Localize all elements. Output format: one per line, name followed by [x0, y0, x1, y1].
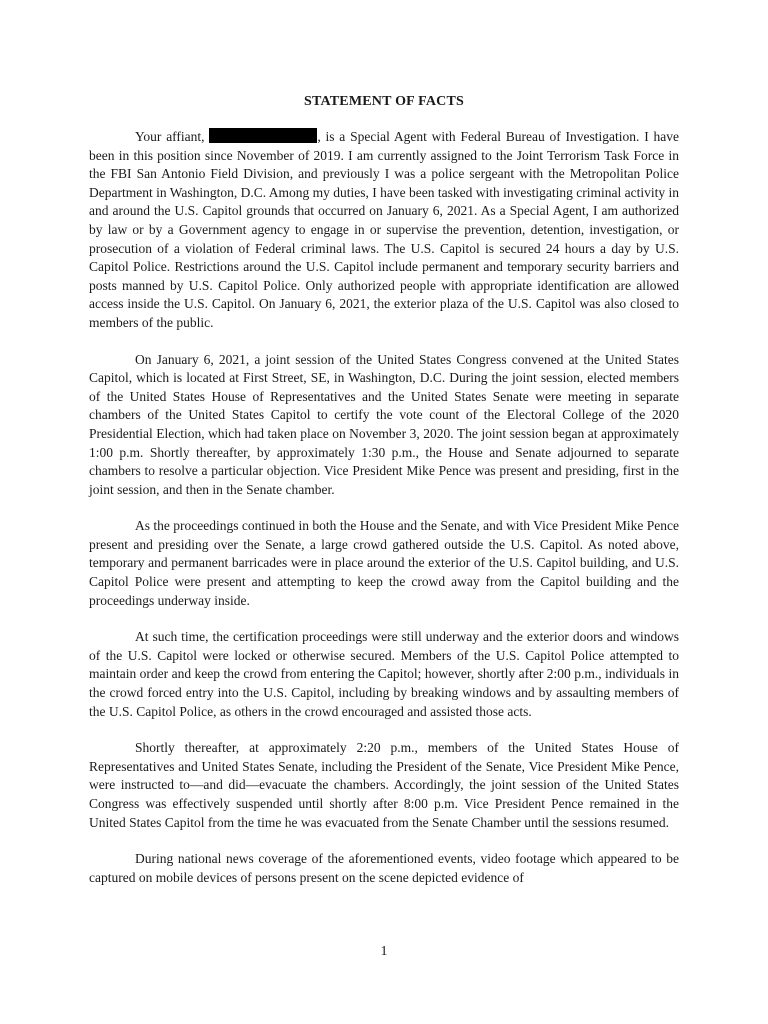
- paragraph-news-coverage: During national news coverage of the aforementioned events, video footage which appeared to be captured on mobile devices of persons present on the scene depicted evidence of: [89, 851, 679, 885]
- paragraph-affiant: [89, 128, 679, 333]
- document-title: STATEMENT OF FACTS: [304, 94, 464, 109]
- paragraph-forced-entry: At such time, the certification proceedings were still underway and the exterior doors and windows of the U.S. Capitol were locked or otherwise secured. Members of the U.S. Capitol Police attempted to maintain order and keep the crowd from entering the Capitol; however, shortly after 2:00 p.m., individuals in the crowd forced entry into the U.S. Capitol, including by breaking windows and by assaulting members of the U.S. Capitol Police, as others in the crowd encouraged and assisted those acts.: [89, 629, 679, 719]
- redacted-name-block: [209, 128, 317, 143]
- paragraph-evacuation: Shortly thereafter, at approximately 2:20 p.m., members of the United States House of Representatives and United States Senate, including the President of the Senate, Vice President Mike Pence, were instructed to—and did—evacuate the chambers. Accordingly, the joint session of the United States Congress was effectively suspended until shortly after 8:00 p.m. Vice President Pence remained in the United States Capitol from the time he was evacuated from the Senate Chamber until the sessions resumed.: [89, 740, 679, 830]
- paragraph-affiant-text: , is a Special Agent with Federal Bureau of Investigation. I have been in this position since November of 2019. I am currently assigned to the Joint Terrorism Task Force in the FBI San Antonio Field Division, and previously I was a police sergeant with the Metropolitan Police Department in Washington, D.C. Among my duties, I have been tasked with investigating criminal activity in and around the U.S. Capitol grounds that occurred on January 6, 2021. As a Special Agent, I am authorized by law or by a Government agency to engage in or supervise the prevention, detention, investigation, or prosecution of a violation of Federal criminal laws. The U.S. Capitol is secured 24 hours a day by U.S. Capitol Police. Restrictions around the U.S. Capitol include permanent and temporary security barriers and posts manned by U.S. Capitol Police. Only authorized people with appropriate identification are allowed access inside the U.S. Capitol. On January 6, 2021, the exterior plaza of the U.S. Capitol was also closed to members of the public.: [89, 129, 679, 330]
- paragraph-affiant-intro: Your affiant,: [135, 129, 210, 144]
- paragraph-joint-session: On January 6, 2021, a joint session of the United States Congress convened at the United States Capitol, which is located at First Street, SE, in Washington, D.C. During the joint session, elected members of the United States House of Representatives and the United States Senate were meeting in separate chambers of the United States Capitol to certify the vote count of the Electoral College of the 2020 Presidential Election, which had taken place on November 3, 2020. The joint session began at approximately 1:00 p.m. Shortly thereafter, by approximately 1:30 p.m., the House and Senate adjourned to separate chambers to resolve a particular objection. Vice President Mike Pence was present and presiding, first in the joint session, and then in the Senate chamber.: [89, 351, 679, 497]
- page-number: 1: [380, 944, 388, 959]
- document-body: [89, 128, 679, 905]
- paragraph-crowd-gathered: As the proceedings continued in both the House and the Senate, and with Vice President Mike Pence present and presiding over the Senate, a large crowd gathered outside the U.S. Capitol. As noted above, temporary and permanent barricades were in place around the exterior of the U.S. Capitol building, and U.S. Capitol Police were present and attempting to keep the crowd away from the Capitol building and the proceedings underway inside.: [89, 518, 679, 608]
